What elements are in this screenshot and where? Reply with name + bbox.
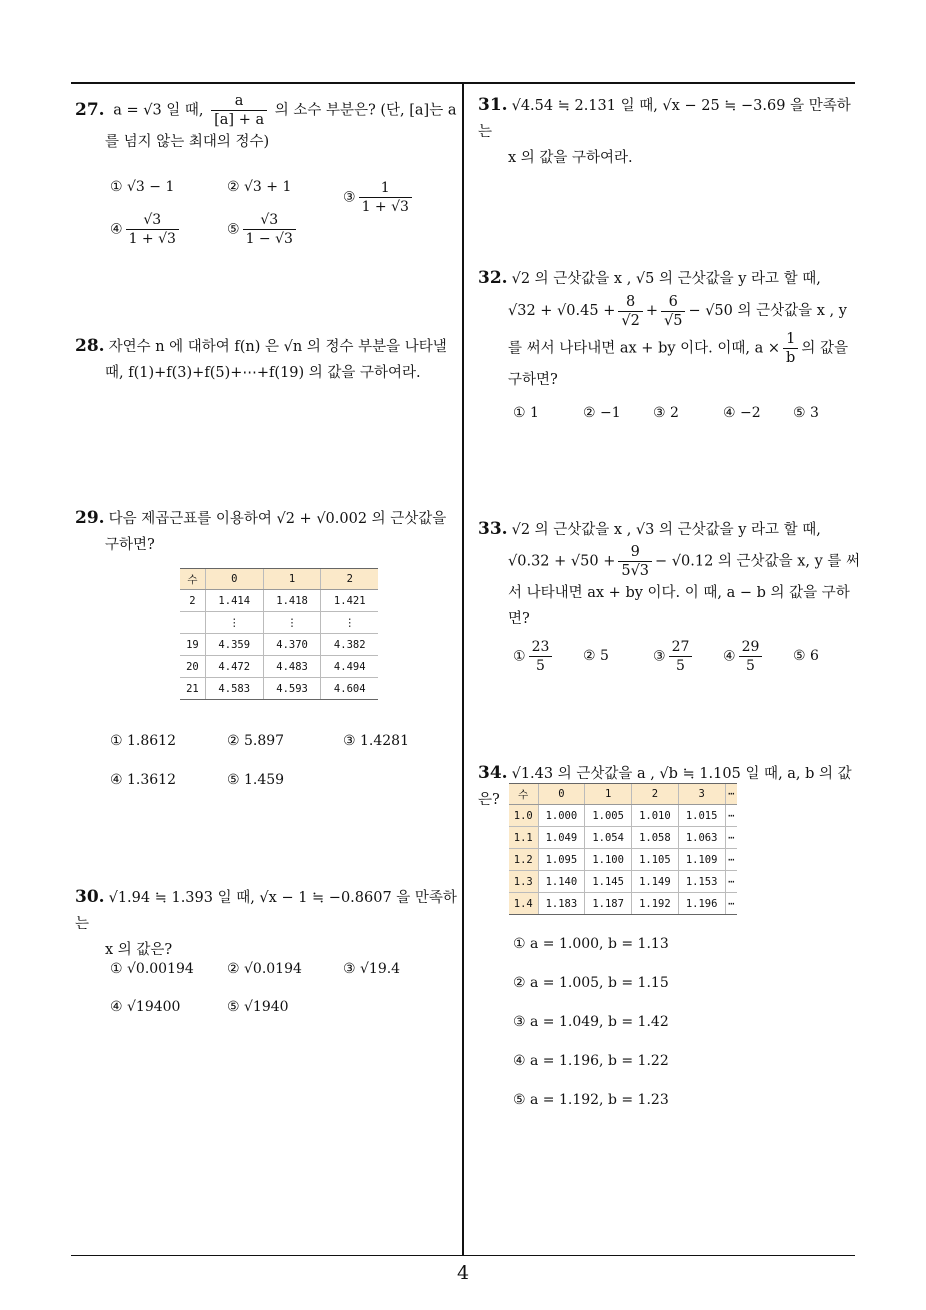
table-cell: 21 bbox=[180, 678, 205, 700]
question-text: 면? bbox=[508, 611, 530, 627]
table-cell: 4.483 bbox=[263, 656, 321, 678]
choice-5[interactable]: ⑤ √1940 bbox=[227, 999, 289, 1015]
choice-4[interactable]: ④ $\frac{√3}{1 + √3}$ bbox=[110, 211, 182, 248]
question-text: 를 써서 나타내면 ax + by 이다. 이때, a × $\frac{1}{b}$ 의 값을 bbox=[508, 331, 848, 366]
table-cell: 1.000 bbox=[538, 805, 585, 827]
question-text: √1.43 의 근삿값을 a , √b ≒ 1.105 일 때, a, b 의 값은? bbox=[478, 766, 852, 808]
choice-3[interactable]: ③ a = 1.049, b = 1.42 bbox=[513, 1014, 669, 1030]
question-28 bbox=[75, 333, 460, 386]
table-cell: 1.1 bbox=[509, 827, 538, 849]
question-number: 30. bbox=[75, 887, 105, 907]
square-root-table bbox=[509, 783, 737, 915]
question-text: 를 넘지 않는 최대의 정수) bbox=[105, 134, 270, 150]
table-cell: 1.149 bbox=[632, 871, 679, 893]
choices-27 bbox=[110, 175, 450, 255]
square-root-table bbox=[180, 568, 378, 700]
table-row bbox=[509, 805, 737, 827]
table-cell: 4.472 bbox=[205, 656, 263, 678]
table-row bbox=[180, 634, 378, 656]
choice-2[interactable]: ② 5.897 bbox=[227, 733, 285, 749]
table-header-cell: 2 bbox=[321, 569, 378, 590]
table-header-cell: ⋯ bbox=[725, 784, 737, 805]
question-text: 의 소수 부분은? (단, [a]는 a bbox=[274, 102, 457, 119]
table-cell: 1.100 bbox=[585, 849, 632, 871]
choice-2[interactable]: ② a = 1.005, b = 1.15 bbox=[513, 975, 669, 991]
table-cell: 1.187 bbox=[585, 893, 632, 915]
table-header-cell: 3 bbox=[678, 784, 725, 805]
choice-4[interactable]: ④ a = 1.196, b = 1.22 bbox=[513, 1053, 669, 1069]
table-cell: ⋮ bbox=[205, 612, 263, 634]
table-header-cell: 1 bbox=[263, 569, 321, 590]
choice-4[interactable]: ④ −2 bbox=[723, 405, 761, 421]
table-cell: 1.095 bbox=[538, 849, 585, 871]
question-number: 28. bbox=[75, 336, 105, 356]
question-text: √1.94 ≒ 1.393 일 때, √x − 1 ≒ −0.8607 을 만족하는 bbox=[75, 890, 457, 932]
table-cell: ⋮ bbox=[321, 612, 378, 634]
column-divider bbox=[462, 82, 464, 1256]
choice-1[interactable]: ① a = 1.000, b = 1.13 bbox=[513, 936, 669, 952]
question-text: x 의 값을 구하여라. bbox=[508, 150, 633, 166]
choice-3[interactable]: ③ 2 bbox=[653, 405, 679, 421]
choice-4[interactable]: ④ $\frac{29}{5}$ bbox=[723, 638, 765, 675]
question-27 bbox=[75, 92, 460, 155]
question-number: 29. bbox=[75, 508, 105, 528]
question-text: √32 + √0.45 + $\frac{8}{√2}$ + $\frac{6}{√5}$ − √50 의 근삿값을 x , y bbox=[508, 293, 847, 329]
fraction: $\frac{a}{[a] + a}$ bbox=[211, 92, 267, 129]
choice-5[interactable]: ⑤ $\frac{√3}{1 - √3}$ bbox=[227, 211, 299, 248]
question-29 bbox=[75, 505, 460, 558]
table-cell: 1.010 bbox=[632, 805, 679, 827]
table-cell: 4.604 bbox=[321, 678, 378, 700]
choice-5[interactable]: ⑤ 6 bbox=[793, 648, 819, 664]
choice-5[interactable]: ⑤ 1.459 bbox=[227, 772, 285, 788]
choice-3[interactable]: ③ √19.4 bbox=[343, 961, 401, 977]
table-row bbox=[509, 871, 737, 893]
table-cell: 1.049 bbox=[538, 827, 585, 849]
table-cell: 1.153 bbox=[678, 871, 725, 893]
choice-2[interactable]: ② −1 bbox=[583, 405, 621, 421]
table-cell: 4.494 bbox=[321, 656, 378, 678]
table-cell: 1.192 bbox=[632, 893, 679, 915]
table-header-cell: 0 bbox=[538, 784, 585, 805]
table-row bbox=[509, 849, 737, 871]
choice-1[interactable]: ① 1.8612 bbox=[110, 733, 176, 749]
table-cell: 1.063 bbox=[678, 827, 725, 849]
question-30 bbox=[75, 884, 460, 963]
question-text: a = √3 일 때, bbox=[113, 102, 204, 119]
table-cell: 1.015 bbox=[678, 805, 725, 827]
choices-33 bbox=[513, 638, 853, 678]
table-header-cell: 1 bbox=[585, 784, 632, 805]
choice-3[interactable]: ③ $\frac{1}{1 + √3}$ bbox=[343, 179, 415, 216]
table-cell bbox=[180, 612, 205, 634]
table-cell: 1.183 bbox=[538, 893, 585, 915]
table-cell: 1.4 bbox=[509, 893, 538, 915]
question-number: 31. bbox=[478, 95, 508, 115]
table-row bbox=[180, 612, 378, 634]
table-row bbox=[509, 827, 737, 849]
choice-3[interactable]: ③ 1.4281 bbox=[343, 733, 409, 749]
table-cell: ⋯ bbox=[725, 827, 737, 849]
table-cell: 4.593 bbox=[263, 678, 321, 700]
choice-5[interactable]: ⑤ a = 1.192, b = 1.23 bbox=[513, 1092, 669, 1108]
question-text: 자연수 n 에 대하여 f(n) 은 √n 의 정수 부분을 나타낼 bbox=[108, 339, 447, 355]
table-cell: 4.370 bbox=[263, 634, 321, 656]
question-31 bbox=[478, 92, 863, 171]
question-text: √2 의 근삿값을 x , √5 의 근삿값을 y 라고 할 때, bbox=[511, 271, 821, 287]
table-cell: 1.105 bbox=[632, 849, 679, 871]
table-cell: ⋯ bbox=[725, 849, 737, 871]
table-cell: 1.140 bbox=[538, 871, 585, 893]
question-text: x 의 값은? bbox=[105, 942, 173, 958]
table-cell: 4.583 bbox=[205, 678, 263, 700]
question-number: 33. bbox=[478, 519, 508, 539]
table-cell: ⋯ bbox=[725, 893, 737, 915]
page-number: 4 bbox=[456, 1262, 470, 1284]
question-text: 때, f(1)+f(3)+f(5)+⋯+f(19) 의 값을 구하여라. bbox=[105, 365, 421, 381]
table-cell: 1.196 bbox=[678, 893, 725, 915]
choice-1[interactable]: ① √0.00194 bbox=[110, 961, 194, 977]
table-cell: 1.058 bbox=[632, 827, 679, 849]
choice-1[interactable]: ① 1 bbox=[513, 405, 539, 421]
table-cell: 1.145 bbox=[585, 871, 632, 893]
choice-4[interactable]: ④ √19400 bbox=[110, 999, 181, 1015]
choice-2[interactable]: ② √0.0194 bbox=[227, 961, 302, 977]
question-text: 서 나타내면 ax + by 이다. 이 때, a − b 의 값을 구하 bbox=[508, 585, 850, 601]
table-cell: 1.421 bbox=[321, 590, 378, 612]
table-cell: 2 bbox=[180, 590, 205, 612]
table-cell: 1.005 bbox=[585, 805, 632, 827]
question-33 bbox=[478, 516, 863, 632]
table-cell: 4.382 bbox=[321, 634, 378, 656]
table-cell: ⋯ bbox=[725, 805, 737, 827]
table-row bbox=[509, 893, 737, 915]
table-row bbox=[180, 590, 378, 612]
question-number: 32. bbox=[478, 268, 508, 288]
choices-32 bbox=[513, 405, 853, 427]
question-text: √2 의 근삿값을 x , √3 의 근삿값을 y 라고 할 때, bbox=[511, 522, 821, 538]
table-cell: 1.2 bbox=[509, 849, 538, 871]
table-cell: 1.0 bbox=[509, 805, 538, 827]
table-row bbox=[180, 678, 378, 700]
table-cell: 1.054 bbox=[585, 827, 632, 849]
question-32 bbox=[478, 265, 863, 393]
choices-29 bbox=[110, 733, 450, 793]
question-text: 구하면? bbox=[508, 372, 558, 388]
table-header-cell: 0 bbox=[205, 569, 263, 590]
table-header-cell: 수 bbox=[180, 569, 205, 590]
choice-1[interactable]: ① √3 − 1 bbox=[110, 179, 175, 195]
table-cell: 4.359 bbox=[205, 634, 263, 656]
choice-2[interactable]: ② 5 bbox=[583, 648, 609, 664]
choice-1[interactable]: ① $\frac{23}{5}$ bbox=[513, 638, 555, 675]
question-number: 34. bbox=[478, 763, 508, 783]
table-cell: 1.418 bbox=[263, 590, 321, 612]
table-cell: 20 bbox=[180, 656, 205, 678]
choice-5[interactable]: ⑤ 3 bbox=[793, 405, 819, 421]
bottom-rule bbox=[71, 1255, 855, 1256]
table-header-cell: 수 bbox=[509, 784, 538, 805]
table-cell: 1.414 bbox=[205, 590, 263, 612]
question-text: 다음 제곱근표를 이용하여 √2 + √0.002 의 근삿값을 bbox=[108, 511, 447, 527]
table-cell: ⋯ bbox=[725, 871, 737, 893]
table-cell: 1.109 bbox=[678, 849, 725, 871]
choices-34 bbox=[513, 936, 853, 1116]
choice-4[interactable]: ④ 1.3612 bbox=[110, 772, 176, 788]
table-header-cell: 2 bbox=[632, 784, 679, 805]
table-cell: 1.3 bbox=[509, 871, 538, 893]
choices-30 bbox=[110, 961, 450, 1021]
question-text: √4.54 ≒ 2.131 일 때, √x − 25 ≒ −3.69 을 만족하는 bbox=[478, 98, 851, 140]
choice-2[interactable]: ② √3 + 1 bbox=[227, 179, 292, 195]
table-cell: ⋮ bbox=[263, 612, 321, 634]
question-number: 27. bbox=[75, 99, 105, 120]
choice-3[interactable]: ③ $\frac{27}{5}$ bbox=[653, 638, 695, 675]
question-text: √0.32 + √50 + $\frac{9}{5√3}$ − √0.12 의 근삿값을 x, y 를 써 bbox=[508, 544, 861, 579]
table-row bbox=[180, 656, 378, 678]
table-cell: 19 bbox=[180, 634, 205, 656]
question-text: 구하면? bbox=[105, 537, 155, 553]
